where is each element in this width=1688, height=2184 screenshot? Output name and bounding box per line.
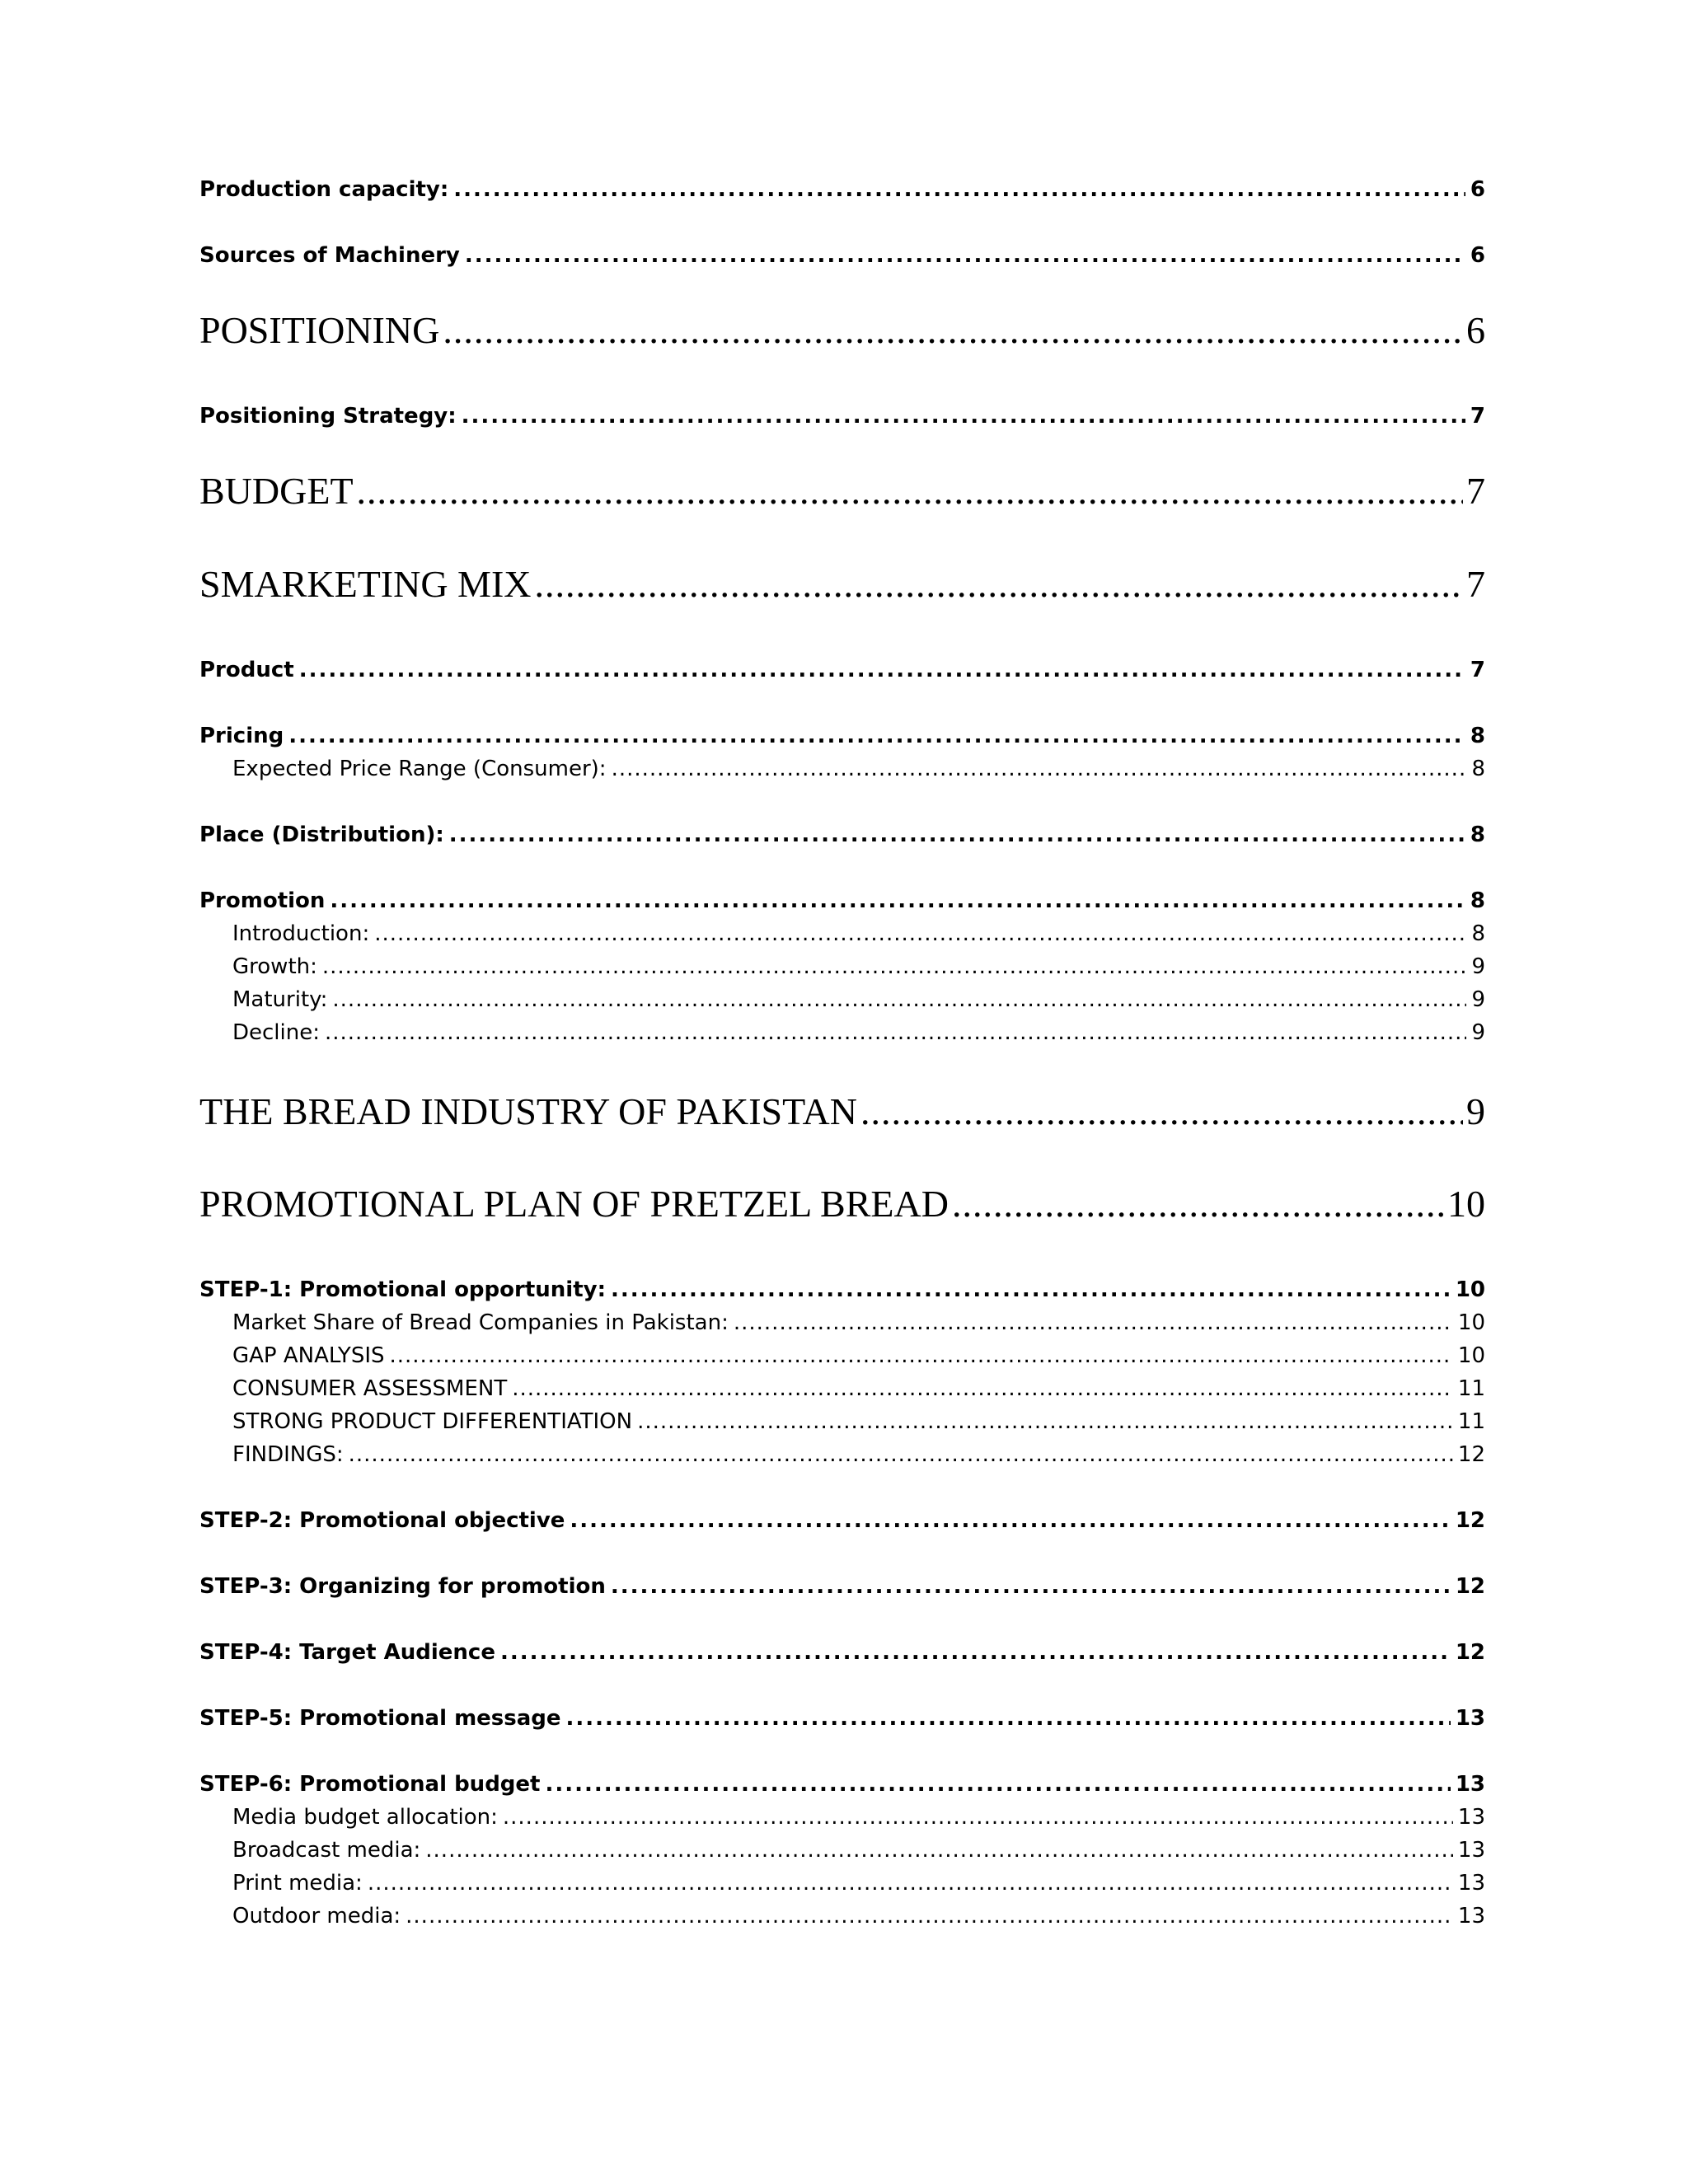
toc-entry-title: THE BREAD INDUSTRY OF PAKISTAN [199, 1090, 857, 1132]
toc-entry[interactable] [199, 1090, 1485, 1133]
toc-page-number: 7 [1470, 658, 1485, 682]
toc-dot-leader [570, 1508, 1450, 1533]
toc-entry[interactable] [232, 1020, 1485, 1045]
toc-entry[interactable] [232, 1343, 1485, 1368]
toc-page-number: 12 [1455, 1640, 1485, 1665]
toc-entry-title: STEP-6: Promotional budget [199, 1772, 541, 1797]
toc-entry-title: STEP-5: Promotional message [199, 1706, 561, 1731]
toc-entry-title: Introduction: [232, 921, 370, 946]
toc-entry-title: Positioning Strategy: [199, 404, 457, 429]
toc-page-number: 7 [1466, 563, 1485, 605]
toc-entry[interactable] [232, 1904, 1485, 1929]
toc-entry[interactable] [232, 1871, 1485, 1896]
toc-entry-title: POSITIONING [199, 309, 440, 351]
toc-dot-leader [465, 243, 1465, 268]
toc-page-number: 10 [1457, 1343, 1485, 1368]
toc-dot-leader [368, 1871, 1453, 1896]
toc-page-number: 10 [1457, 1310, 1485, 1335]
toc-dot-leader [535, 562, 1464, 606]
toc-entry[interactable] [232, 757, 1485, 781]
toc-page-number: 10 [1455, 1277, 1485, 1302]
toc-entry-title: Pricing [199, 724, 284, 748]
toc-entry-title: STEP-4: Target Audience [199, 1640, 495, 1665]
toc-dot-leader [545, 1772, 1450, 1797]
toc-page-number: 9 [1471, 987, 1485, 1012]
toc-entry[interactable] [199, 1182, 1485, 1226]
toc-page-number: 7 [1470, 404, 1485, 429]
toc-entry[interactable] [232, 1442, 1485, 1467]
toc-page-number: 12 [1455, 1508, 1485, 1533]
toc-dot-leader [443, 308, 1463, 352]
toc-page-number: 7 [1466, 470, 1485, 512]
toc-entry[interactable] [199, 1706, 1485, 1731]
toc-entry-title: STEP-1: Promotional opportunity: [199, 1277, 606, 1302]
toc-dot-leader [611, 1277, 1451, 1302]
toc-entry[interactable] [199, 1640, 1485, 1665]
toc-entry-title: Expected Price Range (Consumer): [232, 757, 607, 781]
toc-dot-leader [322, 954, 1467, 979]
toc-entry-title: Broadcast media: [232, 1838, 421, 1863]
toc-entry-title: Sources of Machinery [199, 243, 460, 268]
toc-dot-leader [500, 1640, 1451, 1665]
toc-entry[interactable] [199, 888, 1485, 913]
toc-page-number: 11 [1457, 1409, 1485, 1434]
toc-page-number: 13 [1457, 1871, 1485, 1896]
toc-dot-leader [349, 1442, 1453, 1467]
toc-entry[interactable] [232, 1409, 1485, 1434]
toc-entry[interactable] [199, 1508, 1485, 1533]
toc-page-number: 13 [1457, 1805, 1485, 1830]
toc-entry-title: Maturity: [232, 987, 328, 1012]
toc-entry-title: FINDINGS: [232, 1442, 344, 1467]
toc-entry-title: Production capacity: [199, 177, 449, 202]
toc-entry-title: BUDGET [199, 470, 354, 512]
toc-page-number: 12 [1457, 1442, 1485, 1467]
toc-page-number: 6 [1466, 309, 1485, 351]
toc-page-number: 8 [1470, 724, 1485, 748]
toc-dot-leader [566, 1706, 1451, 1731]
toc-entry[interactable] [199, 243, 1485, 268]
toc-entry-title: STEP-2: Promotional objective [199, 1508, 565, 1533]
toc-dot-leader [374, 921, 1466, 946]
toc-page-number: 8 [1471, 757, 1485, 781]
toc-dot-leader [325, 1020, 1466, 1045]
toc-dot-leader [332, 987, 1466, 1012]
toc-entry[interactable] [199, 562, 1485, 606]
toc-dot-leader [734, 1310, 1453, 1335]
toc-entry[interactable] [199, 177, 1485, 202]
toc-entry-title: CONSUMER ASSESSMENT [232, 1376, 508, 1401]
toc-entry-title: STRONG PRODUCT DIFFERENTIATION [232, 1409, 633, 1434]
toc-entry-title: Outdoor media: [232, 1904, 401, 1929]
toc-entry-title: SMARKETING MIX [199, 563, 532, 605]
toc-entry[interactable] [199, 1574, 1485, 1599]
toc-dot-leader [453, 177, 1465, 202]
toc-page-number: 12 [1455, 1574, 1485, 1599]
toc-dot-leader [611, 1574, 1451, 1599]
toc-entry[interactable] [199, 308, 1485, 352]
toc-page-number: 9 [1471, 1020, 1485, 1045]
toc-dot-leader [288, 724, 1465, 748]
toc-page-number: 13 [1455, 1772, 1485, 1797]
toc-dot-leader [462, 404, 1465, 429]
toc-page-number: 6 [1470, 243, 1485, 268]
toc-entry[interactable] [199, 724, 1485, 748]
toc-dot-leader [299, 658, 1465, 682]
toc-entry[interactable] [199, 1277, 1485, 1302]
toc-dot-leader [637, 1409, 1453, 1434]
toc-dot-leader [406, 1904, 1453, 1929]
toc-dot-leader [512, 1376, 1453, 1401]
toc-dot-leader [952, 1182, 1444, 1226]
toc-page-number: 8 [1471, 921, 1485, 946]
toc-entry[interactable] [199, 404, 1485, 429]
toc-page-number: 11 [1457, 1376, 1485, 1401]
toc-entry[interactable] [232, 1376, 1485, 1401]
toc-entry-title: GAP ANALYSIS [232, 1343, 385, 1368]
toc-dot-leader [503, 1805, 1453, 1830]
toc-page-number: 8 [1470, 823, 1485, 847]
toc-dot-leader [390, 1343, 1453, 1368]
toc-page-number: 9 [1471, 954, 1485, 979]
toc-entry[interactable] [232, 954, 1485, 979]
toc-entry[interactable] [232, 1805, 1485, 1830]
toc-page-number: 6 [1470, 177, 1485, 202]
toc-entry[interactable] [199, 658, 1485, 682]
toc-entry-title: PROMOTIONAL PLAN OF PRETZEL BREAD [199, 1183, 949, 1225]
toc-dot-leader [612, 757, 1467, 781]
toc-entry-title: Market Share of Bread Companies in Pakistan: [232, 1310, 729, 1335]
toc-page-number: 13 [1457, 1904, 1485, 1929]
toc-entry[interactable] [199, 469, 1485, 513]
toc-entry-title: Decline: [232, 1020, 320, 1045]
toc-dot-leader [357, 469, 1463, 513]
toc-page-number: 8 [1470, 888, 1485, 913]
toc-entry[interactable] [232, 921, 1485, 946]
toc-entry-title: Print media: [232, 1871, 363, 1896]
toc-dot-leader [425, 1838, 1453, 1863]
toc-entry-title: Promotion [199, 888, 326, 913]
toc-dot-leader [330, 888, 1465, 913]
toc-entry[interactable] [232, 1838, 1485, 1863]
toc-entry[interactable] [199, 823, 1485, 847]
toc-entry[interactable] [232, 987, 1485, 1012]
toc-page-number: 13 [1457, 1838, 1485, 1863]
toc-entry-title: Place (Distribution): [199, 823, 444, 847]
toc-entry[interactable] [232, 1310, 1485, 1335]
toc-page-number: 9 [1466, 1090, 1485, 1132]
toc-entry-title: Product [199, 658, 294, 682]
toc-dot-leader [860, 1090, 1463, 1133]
toc-dot-leader [449, 823, 1465, 847]
toc-entry-title: Media budget allocation: [232, 1805, 498, 1830]
toc-entry-title: Growth: [232, 954, 317, 979]
toc-page-number: 10 [1447, 1183, 1485, 1225]
toc-entry[interactable] [199, 1772, 1485, 1797]
toc-entry-title: STEP-3: Organizing for promotion [199, 1574, 606, 1599]
toc-page-number: 13 [1455, 1706, 1485, 1731]
